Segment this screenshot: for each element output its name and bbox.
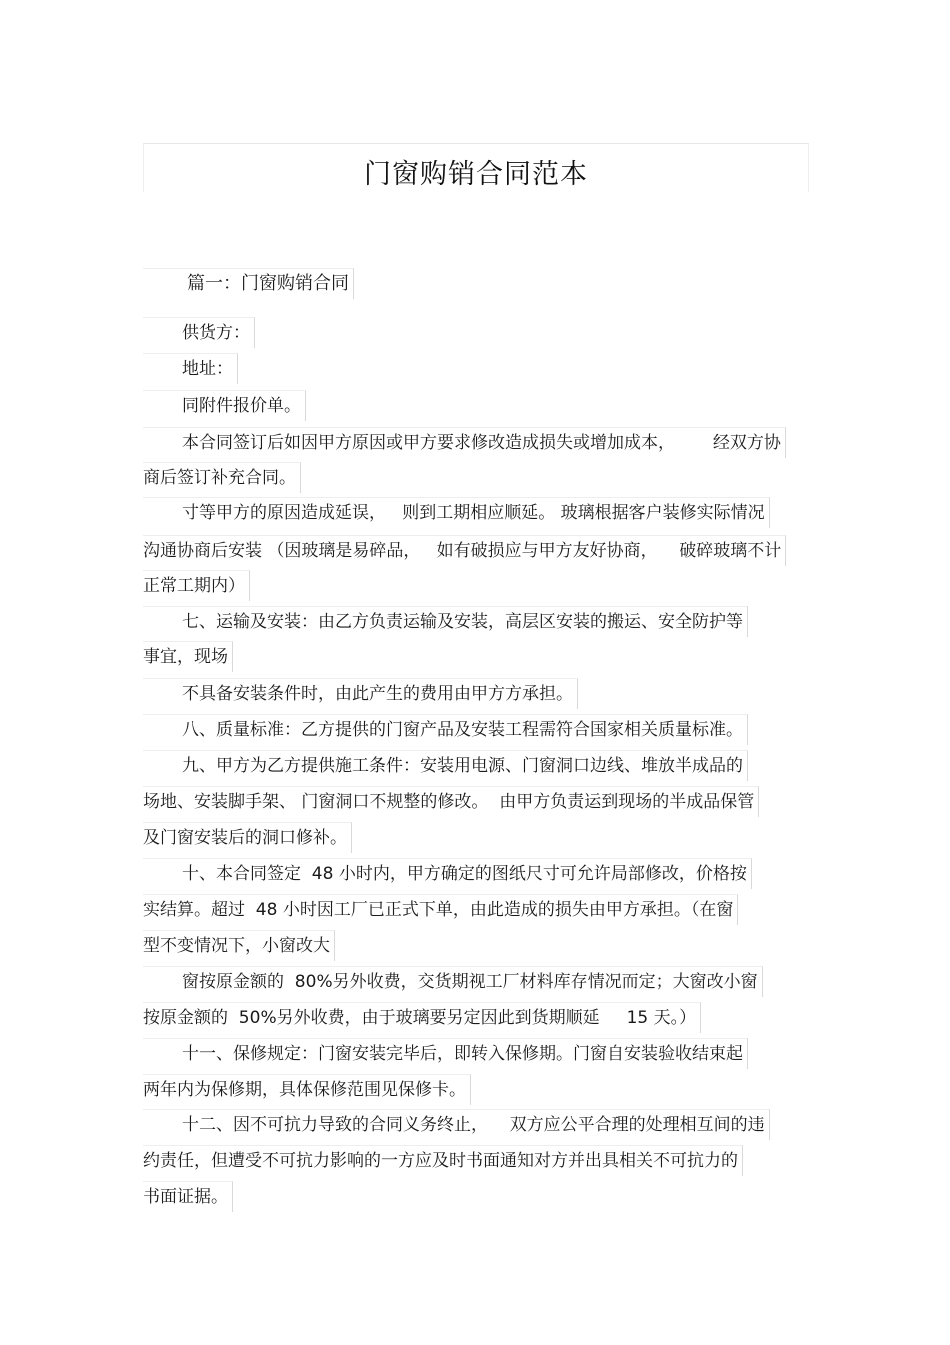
clause-12-line: 约责任，但遭受不可抗力影响的一方应及时书面通知对方并出具相关不可抗力的 [143, 1145, 743, 1176]
clause-9-line: 及门窗安装后的洞口修补。 [143, 822, 352, 853]
clause-10-line: 窗按原金额的 80%另外收费，交货期视工厂材料库存情况而定；大窗改小窗 [143, 966, 763, 997]
text-line: 商后签订补充合同。 [143, 462, 301, 493]
text-line: 沟通协商后安装 （因玻璃是易碎品， 如有破损应与甲方友好协商， 破碎玻璃不计 [143, 535, 786, 566]
clause-12-line: 十二、因不可抗力导致的合同义务终止， 双方应公平合理的处理相互间的违 [143, 1109, 770, 1140]
title-box [143, 143, 809, 192]
clause-7-line: 事宜，现场 [143, 641, 233, 672]
clause-11-line: 十一、保修规定：门窗安装完毕后，即转入保修期。门窗自安装验收结束起 [143, 1038, 748, 1069]
clause-7-line: 不具备安装条件时，由此产生的费用由甲方方承担。 [143, 678, 578, 709]
clause-10-line: 十、本合同签定 48 小时内，甲方确定的图纸尺寸可允许局部修改，价格按 [143, 858, 752, 889]
clause-8-line: 八、质量标准：乙方提供的门窗产品及安装工程需符合国家相关质量标准。 [143, 714, 748, 745]
address-line: 地址： [143, 353, 238, 384]
clause-11-line: 两年内为保修期，具体保修范围见保修卡。 [143, 1074, 471, 1105]
text-line: 正常工期内） [143, 570, 250, 601]
text-line: 寸等甲方的原因造成延误， 则到工期相应顺延。 玻璃根据客户装修实际情况 [143, 497, 770, 528]
clause-10-line: 按原金额的 50%另外收费，由于玻璃要另定因此到货期顺延 15 天。） [143, 1002, 701, 1033]
clause-12-line: 书面证据。 [143, 1181, 233, 1212]
clause-10-line: 型不变情况下，小窗改大 [143, 930, 335, 961]
clause-10-line: 实结算。超过 48 小时因工厂已正式下单，由此造成的损失由甲方承担。（在窗 [143, 894, 738, 925]
document-title: 门窗购销合同范本 [364, 159, 588, 190]
text-line: 同附件报价单。 [143, 390, 306, 421]
section-title: 篇一：门窗购销合同 [143, 268, 354, 299]
supplier-line: 供货方： [143, 317, 255, 348]
clause-9-line: 九、甲方为乙方提供施工条件：安装用电源、门窗洞口边线、堆放半成品的 [143, 750, 748, 781]
clause-7-line: 七、运输及安装：由乙方负责运输及安装，高层区安装的搬运、安全防护等 [143, 606, 748, 637]
clause-9-line: 场地、安装脚手架、 门窗洞口不规整的修改。 由甲方负责运到现场的半成品保管 [143, 786, 759, 817]
text-line: 本合同签订后如因甲方原因或甲方要求修改造成损失或增加成本， 经双方协 [143, 427, 786, 458]
